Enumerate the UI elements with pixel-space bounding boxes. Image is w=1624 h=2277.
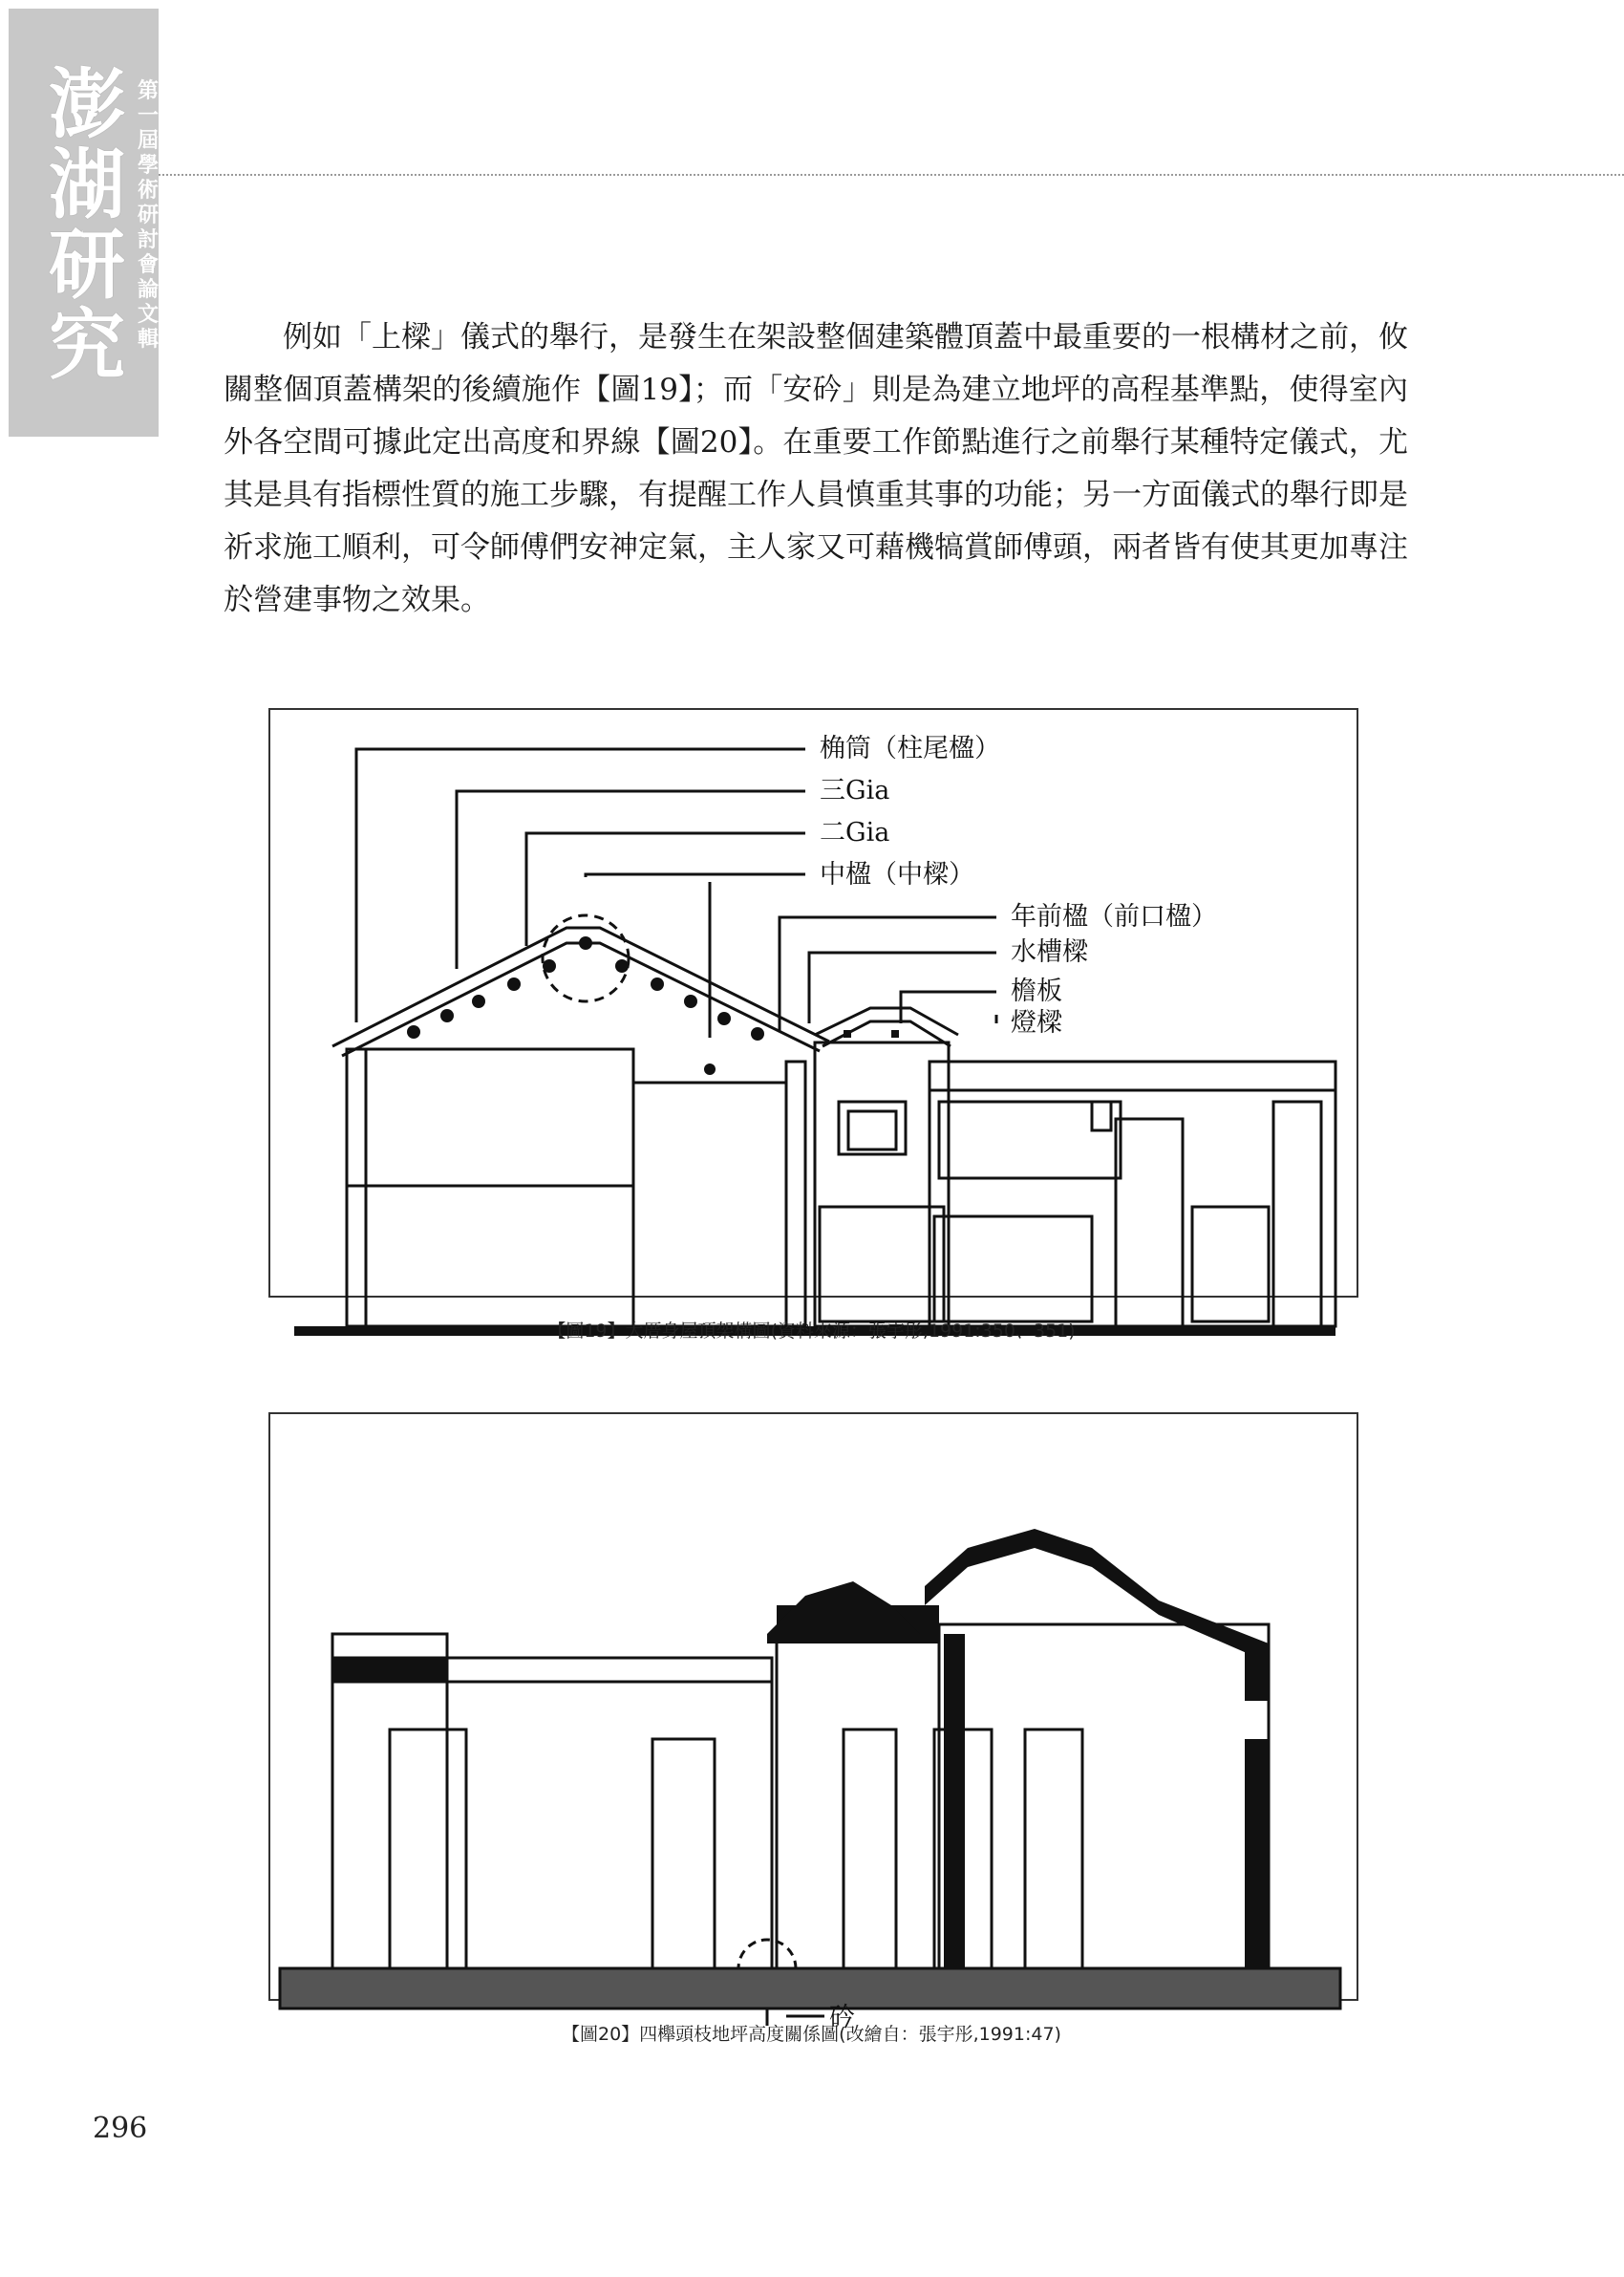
label-front-beam: 年前楹（前口楹） (1011, 902, 1217, 932)
page-number: 296 (93, 2112, 148, 2145)
journal-title: 澎 湖 研 究 (49, 59, 125, 390)
label-rafter-tube: 桷筒（柱尾楹） (820, 734, 1000, 763)
body-text (224, 311, 1408, 627)
figure-19-roof-structure-drawing (268, 708, 1358, 1298)
label-ridge-beam: 中楹（中樑） (820, 860, 974, 890)
label-lamp-beam: 燈樑 (1011, 1008, 1062, 1038)
label-eave-board: 檐板 (1011, 977, 1062, 1006)
journal-banner (9, 9, 159, 437)
figure-19-drawing (270, 710, 1357, 1296)
figure-20-caption: 【圖20】四櫸頭枝地坪高度關係圖(改繪自：張宇彤,1991:47) (562, 2024, 1061, 2045)
label-er-gia: 二Gia (820, 818, 890, 848)
label-san-gia: 三Gia (820, 776, 890, 806)
figure-20-drawing (270, 1414, 1357, 2032)
journal-subtitle: 第 一 屆 學 術 研 討 會 論 文 輯 (137, 79, 159, 352)
body-paragraph: 例如「上樑」儀式的舉行，是發生在架設整個建築體頂蓋中最重要的一根構材之前，攸關整個頂蓋構架的後續施作【圖19】；而「安砛」則是為建立地坪的高程基準點，使得室內外各空間可據此定出高度和界線【圖20】。在重要工作節點進行之前舉行某種特定儀式，尤其是具有指標性質的施工步驟，有提醒工作人員慎重其事的功能；另一方面儀式的舉行即是祈求施工順利，可令師傅們安神定氣，主人家又可藉機犒賞師傅頭，兩者皆有使其更加專注於營建事物之效果。 (224, 320, 1408, 617)
figure-20-floor-level-drawing (268, 1412, 1358, 2032)
figure-19-caption: 【圖19】大厝身屋頂架構圖(資料來源：張宇彤,1991:350、351) (547, 1321, 1076, 1342)
header-dotted-rule (159, 174, 1624, 176)
annotation-kan: 砛 (829, 2003, 855, 2032)
label-gutter-beam: 水槽樑 (1011, 937, 1088, 967)
